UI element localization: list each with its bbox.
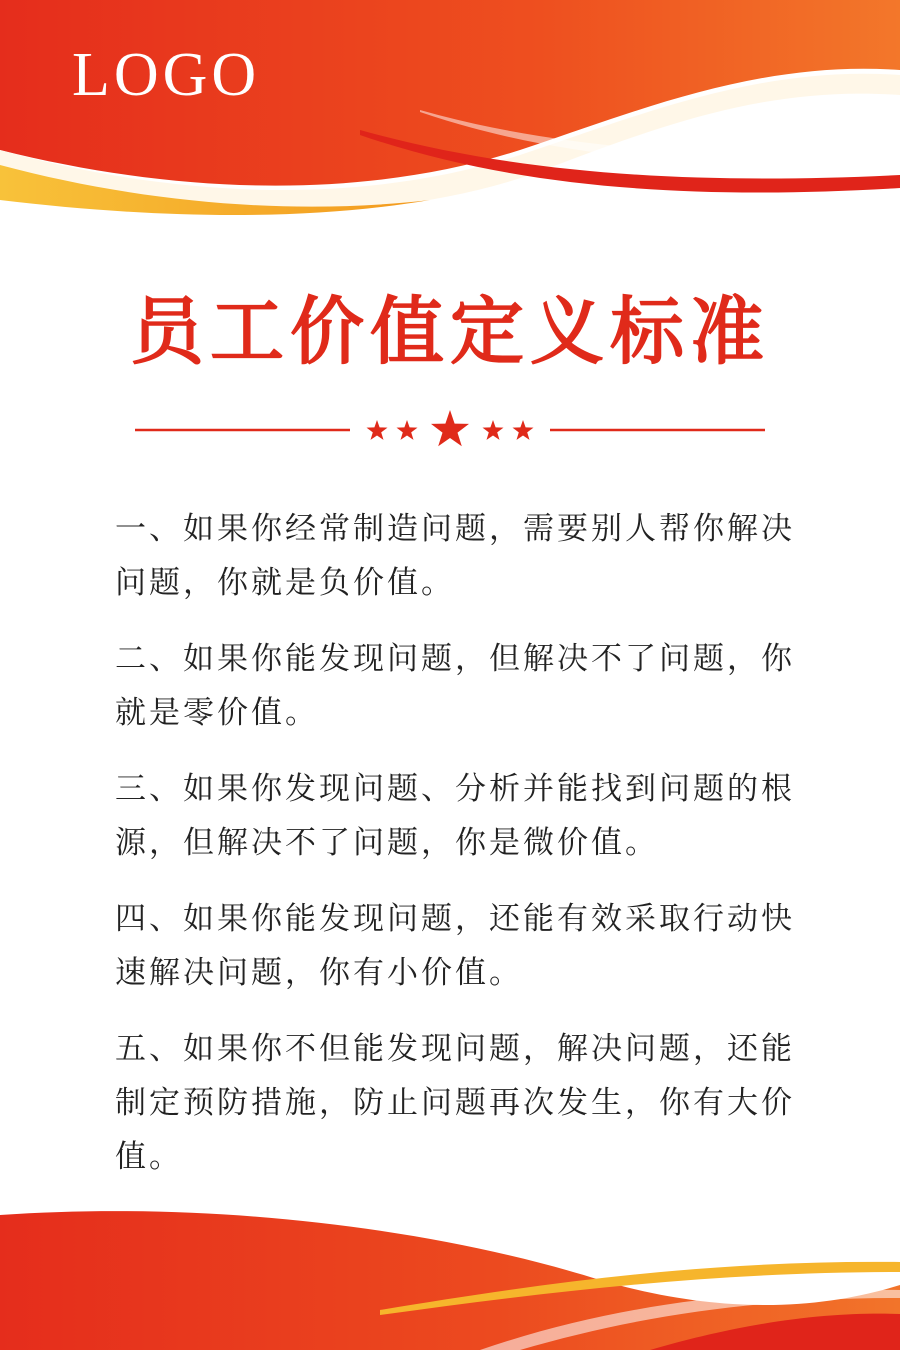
star-icon: [513, 420, 534, 440]
logo: LOGO: [72, 41, 261, 109]
paragraph-3: 三、如果你发现问题、分析并能找到问题的根源，但解决不了问题，你是微价值。: [115, 771, 795, 861]
star-icon: [431, 410, 469, 446]
top-wave-banner: [0, 0, 900, 260]
star-icon: [397, 420, 418, 440]
bottom-wave-banner: [0, 1190, 900, 1350]
star-icon: [483, 420, 504, 440]
paragraph-2: 二、如果你能发现问题，但解决不了问题，你就是零价值。: [115, 641, 795, 731]
page-title: 员工价值定义标准: [130, 289, 770, 375]
paragraph-1: 一、如果你经常制造问题，需要别人帮你解决问题，你就是负价值。: [115, 511, 795, 601]
paragraph-4: 四、如果你能发现问题，还能有效采取行动快速解决问题，你有小价值。: [115, 901, 795, 991]
star-icon: [367, 420, 388, 440]
paragraph-5: 五、如果你不但能发现问题，解决问题，还能制定预防措施，防止问题再次发生，你有大价值。: [115, 1031, 795, 1175]
value-definition-list: [115, 502, 795, 1206]
star-divider: [135, 408, 765, 452]
